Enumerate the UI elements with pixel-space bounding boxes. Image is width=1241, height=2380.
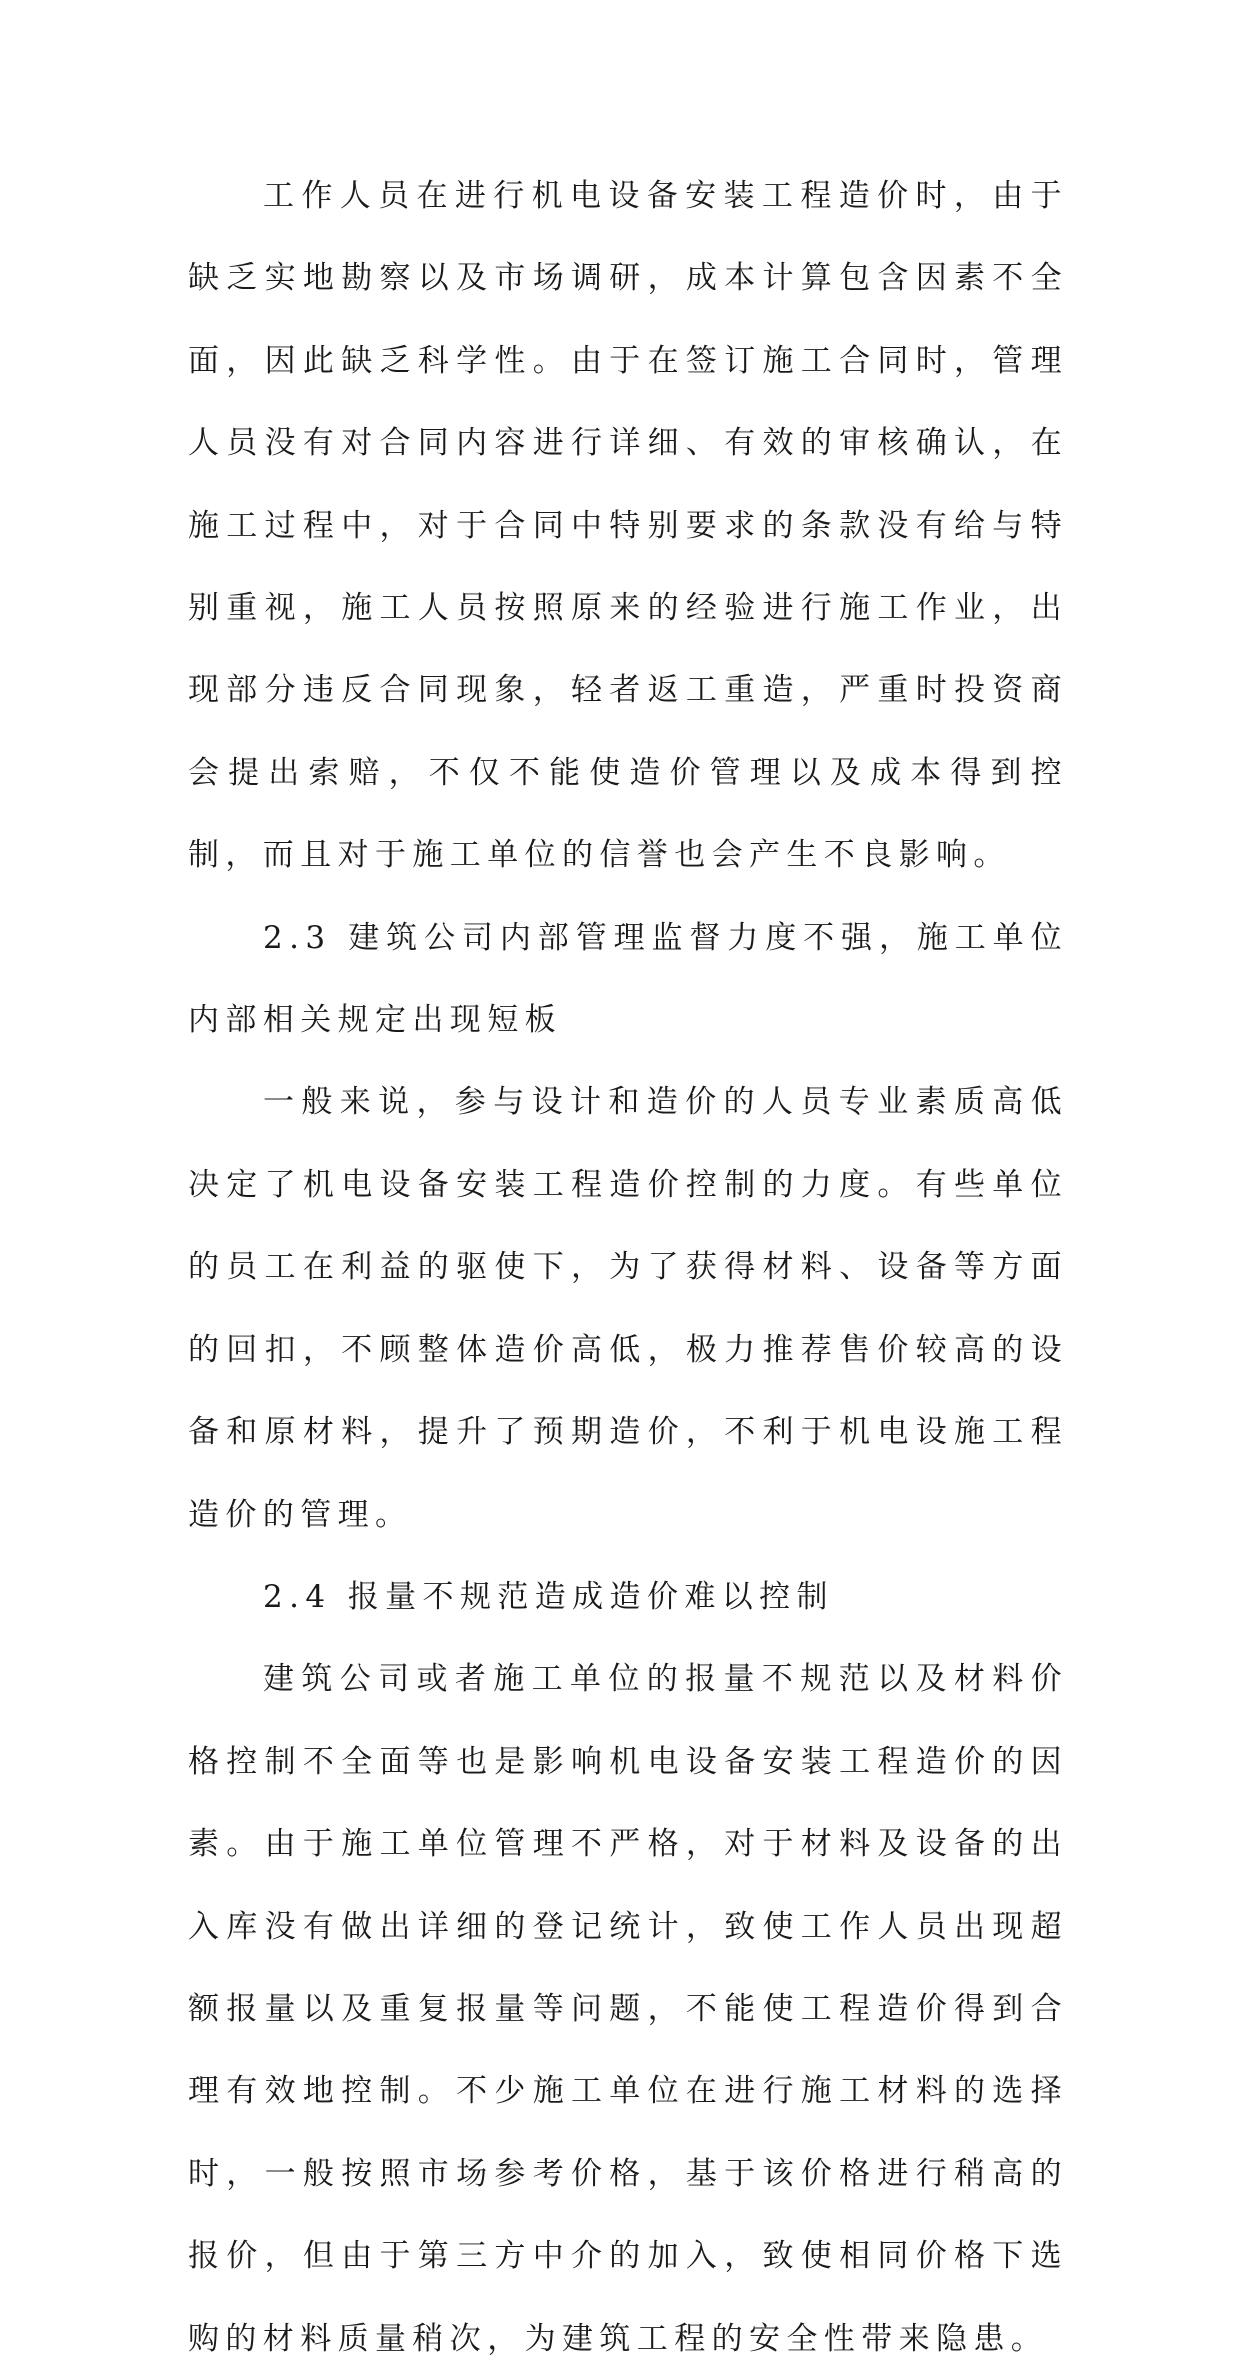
document-page — [188, 155, 1068, 2380]
section-heading-2-3: 2.3 建筑公司内部管理监督力度不强，施工单位内部相关规定出现短板 — [188, 919, 1068, 1039]
body-paragraph-cost-factors: 工作人员在进行机电设备安装工程造价时，由于缺乏实地勘察以及市场调研，成本计算包含因素不全面，因此缺乏科学性。由于在签订施工合同时，管理人员没有对合同内容进行详细、有效的审核确认，在施工过程中，对于合同中特别要求的条款没有给与特别重视，施工人员按照原来的经验进行施工作业，出现部分违反合同现象，轻者返工重造，严重时投资商会提出索赔，不仅不能使造价管理以及成本得到控制，而且对于施工单位的信誉也会产生不良影响。 — [188, 178, 1068, 874]
section-heading-2-4: 2.4 报量不规范造成造价难以控制 — [263, 1578, 834, 1615]
body-paragraph-personnel: 一般来说，参与设计和造价的人员专业素质高低决定了机电设备安装工程造价控制的力度。有些单位的员工在利益的驱使下，为了获得材料、设备等方面的回扣，不顾整体造价高低，极力推荐售价较高的设备和原材料，提升了预期造价，不利于机电设施工程造价的管理。 — [188, 1084, 1068, 1533]
body-paragraph-quantity-reporting: 建筑公司或者施工单位的报量不规范以及材料价格控制不全面等也是影响机电设备安装工程造价的因素。由于施工单位管理不严格，对于材料及设备的出入库没有做出详细的登记统计，致使工作人员出现超额报量以及重复报量等问题，不能使工程造价得到合理有效地控制。不少施工单位在进行施工材料的选择时，一般按照市场参考价格，基于该价格进行稍高的报价，但由于第三方中介的加入，致使相同价格下选购的材料质量稍次，为建筑工程的安全性带来隐患。 — [188, 1661, 1068, 2357]
